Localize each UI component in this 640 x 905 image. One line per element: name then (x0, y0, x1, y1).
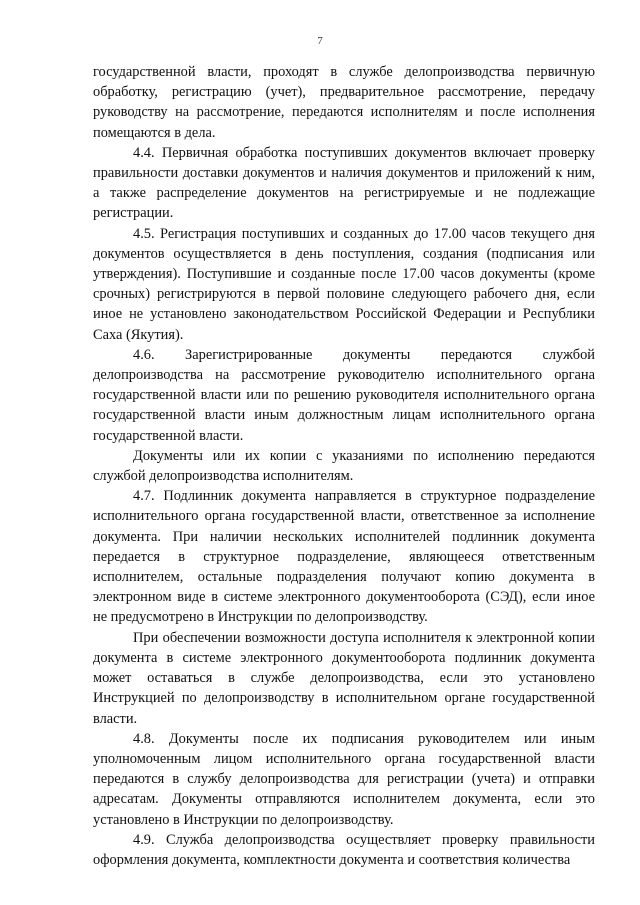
paragraph-continuation: государственной власти, проходят в службе делопроизводства первичную обработку, регистрацию (учет), предварительное рассмотрение, передачу руководству на рассмотрение, передаются исполнителям и после исполнения помещаются в дела. (93, 64, 595, 141)
paragraph-4-7-electronic-access: При обеспечении возможности доступа исполнителя к электронной копии документа в системе электронного документооборота подлинник документа может оставаться в службе делопроизводства, если это установлено Инструкцией по делопроизводству в исполнительном органе государственной власти. (93, 629, 595, 727)
document-body (93, 62, 595, 870)
page-number: 7 (317, 35, 323, 47)
paragraph-4-8: 4.8. Документы после их подписания руководителем или иным уполномоченным лицом исполнительного органа государственной власти передаются в службу делопроизводства для регистрации (учета) и отправки адресатам. Документы отправляются исполнителем документа, если это установлено в Инструкции по делопроизводству. (93, 730, 595, 828)
paragraph-4-4: 4.4. Первичная обработка поступивших документов включает проверку правильности доставки документов и наличия документов и приложений к ним, а также распределение документов на регистрируемые и не подлежащие регистрации. (93, 144, 595, 222)
paragraph-4-5: 4.5. Регистрация поступивших и созданных до 17.00 часов текущего дня документов осуществляется в день поступления, создания (подписания или утверждения). Поступившие и созданные после 17.00 часов документы (кроме срочных) регистрируются в первой половине следующего рабочего дня, если иное не установлено законодательством Российской Федерации и Республики Саха (Якутия). (93, 225, 595, 343)
paragraph-4-6-copies: Документы или их копии с указаниями по исполнению передаются службой делопроизводства исполнителям. (93, 447, 595, 485)
paragraph-4-7: 4.7. Подлинник документа направляется в структурное подразделение исполнительного органа государственной власти, ответственное за исполнение документа. При наличии нескольких исполнителей подлинник документа передается в структурное подразделение, являющееся ответственным исполнителем, остальные подразделения получают копию документа в электронном виде в системе электронного документооборота (СЭД), если иное не предусмотрено в Инструкции по делопроизводству. (93, 488, 595, 626)
paragraph-4-6: 4.6. Зарегистрированные документы передаются службой делопроизводства на рассмотрение руководителю исполнительного органа государственной власти или по решению руководителя исполнительного органа государственной власти иным должностным лицам исполнительного органа государственной власти. (93, 346, 595, 444)
paragraph-4-9: 4.9. Служба делопроизводства осуществляет проверку правильности оформления документа, комплектности документа и соответствия количества (93, 831, 595, 868)
